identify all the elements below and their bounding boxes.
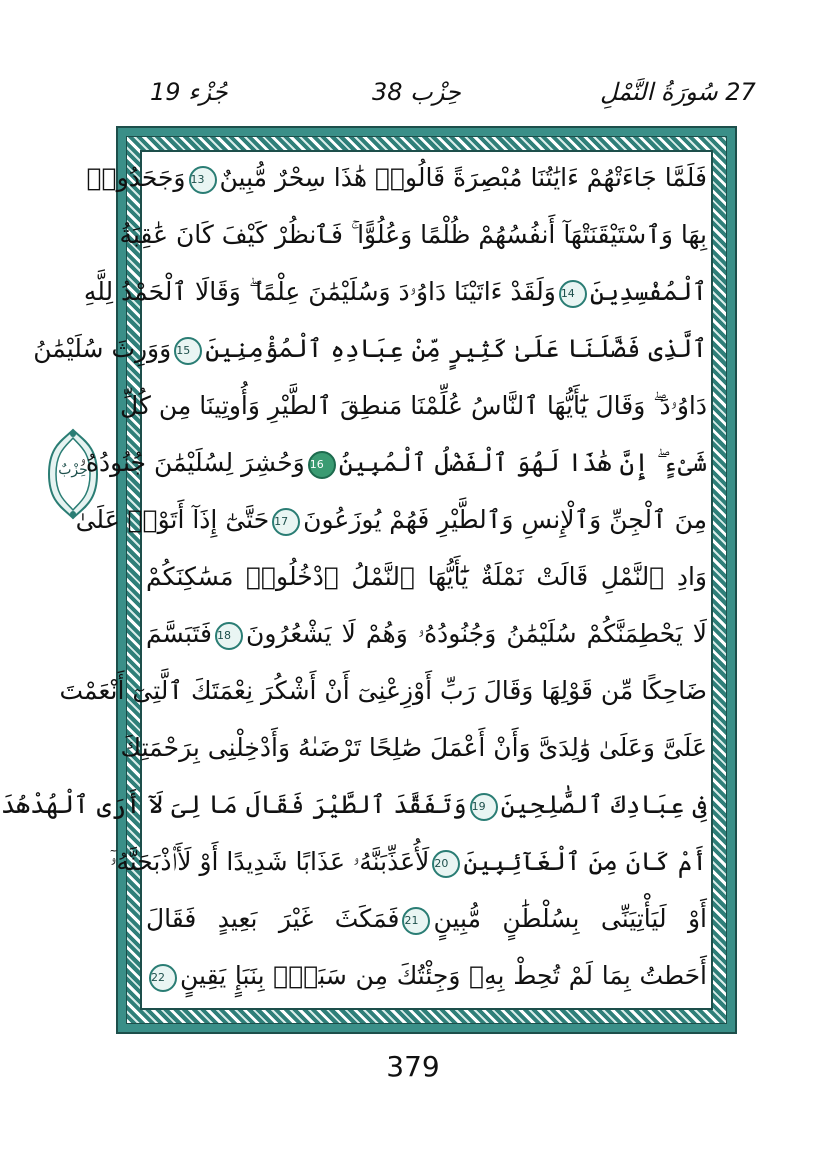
ayah-text: وَوَرِثَ سُلَيْمَٰنُ (33, 334, 172, 363)
text-line (146, 891, 707, 947)
ayah-text: أَحَطتُ بِمَا لَمْ تُحِطْ بِهِۦ وَجِئْتُكَ مِن سَبَإٍۭ بِنَبَإٍ يَقِينٍ (180, 961, 707, 990)
ayah-number-marker: 15 (174, 337, 202, 365)
ayah-number-marker: 18 (215, 622, 243, 650)
ayah-text: ٱلَّذِى فَضَّلَنَا عَلَىٰ كَثِيرٍ مِّنْ عِبَادِهِ ٱلْمُؤْمِنِينَ (205, 334, 707, 363)
ayah-text: وَلَقَدْ ءَاتَيْنَا دَاوُۥدَ وَسُلَيْمَٰنَ عِلْمًا ۖ وَقَالَا ٱلْحَمْدُ لِلَّهِ (83, 277, 556, 306)
ayah-text: وَتَفَقَّدَ ٱلطَّيْرَ فَقَالَ مَا لِىَ لَآ أَرَى ٱلْهُدْهُدَ (0, 790, 467, 819)
ayah-number-marker: 20 (432, 850, 460, 878)
hizb-marker-text: حِزْبٌ (58, 462, 88, 478)
ayah-text: شَىْءٍ ۖ إِنَّ هَٰذَا لَهُوَ ٱلْفَضْلُ ٱلْمُبِينُ (338, 448, 707, 477)
juz-label: جُزْء 19 (150, 78, 228, 106)
ayah-text: عَلَىَّ وَعَلَىٰ وَٰلِدَىَّ وَأَنْ أَعْمَلَ صَٰلِحًا تَرْضَىٰهُ وَأَدْخِلْنِى بِرَحْمَتِكَ (120, 733, 707, 762)
text-line (110, 834, 707, 890)
ayah-text: دَاوُۥدَ ۖ وَقَالَ يَٰٓأَيُّهَا ٱلنَّاسُ عُلِّمْنَا مَنطِقَ ٱلطَّيْرِ وَأُوتِينَا مِن كُلِّ (120, 391, 707, 420)
ayah-number-marker: 21 (402, 907, 430, 935)
surah-label: 27 سُورَةُ النَّمْلِ (600, 78, 756, 106)
text-line (120, 720, 707, 776)
ayah-number-marker: 19 (470, 793, 498, 821)
ayah-number-marker: 14 (559, 280, 587, 308)
text-line (79, 435, 707, 491)
text-line (75, 492, 707, 548)
text-line (120, 378, 707, 434)
ayah-text: لَا يَحْطِمَنَّكُمْ سُلَيْمَٰنُ وَجُنُودُهُۥ وَهُمْ لَا يَشْعُرُونَ (245, 619, 707, 648)
text-line (0, 777, 707, 833)
ayah-text: فَلَمَّا جَاءَتْهُمْ ءَايَٰتُنَا مُبْصِرَةً قَالُوا۟ هَٰذَا سِحْرٌ مُّبِينٌ (219, 163, 707, 192)
ayah-text: لَأُعَذِّبَنَّهُۥ عَذَابًا شَدِيدًا أَوْ لَأَا۟ذْبَحَنَّهُۥٓ (110, 847, 430, 876)
text-line (59, 663, 707, 719)
ayah-text: ٱلْمُفْسِدِينَ (589, 277, 707, 306)
text-line (146, 948, 707, 1004)
ayah-text: مِنَ ٱلْجِنِّ وَٱلْإِنسِ وَٱلطَّيْرِ فَهُمْ يُوزَعُونَ (303, 505, 707, 534)
text-line (83, 264, 707, 320)
text-line (146, 549, 707, 605)
ayah-text: فَتَبَسَّمَ (146, 619, 212, 648)
ayah-number-marker: 16 (308, 451, 336, 479)
ayah-text: أَمْ كَانَ مِنَ ٱلْغَآئِبِينَ (463, 847, 707, 876)
ayah-number-marker: 22 (149, 964, 177, 992)
ayah-text: وَادِ ٱلنَّمْلِ قَالَتْ نَمْلَةٌ يَٰٓأَيُّهَا ٱلنَّمْلُ ٱدْخُلُوا۟ مَسَٰكِنَكُمْ (146, 562, 707, 591)
ayah-text: وَحُشِرَ لِسُلَيْمَٰنَ جُنُودُهُۥ (79, 448, 305, 477)
ayah-number-marker: 17 (272, 508, 300, 536)
ayah-text: أَوْ لَيَأْتِيَنِّى بِسُلْطَٰنٍ مُّبِينٍ (433, 904, 707, 933)
text-line (146, 606, 707, 662)
page-header (0, 78, 826, 118)
page-number: 379 (386, 1050, 440, 1083)
ayah-text: بِهَا وَٱسْتَيْقَنَتْهَآ أَنفُسُهُمْ ظُلْمًا وَعُلُوًّا ۚ فَٱنظُرْ كَيْفَ كَانَ عَٰقِبَةُ (119, 220, 707, 249)
text-line (119, 207, 707, 263)
ayah-text: فِى عِبَادِكَ ٱلصَّٰلِحِينَ (500, 790, 707, 819)
ayah-text: وَجَحَدُوا۟ (86, 163, 186, 192)
ayah-text: حَتَّىٰٓ إِذَآ أَتَوْا۟ عَلَىٰ (75, 505, 270, 534)
text-line (86, 150, 707, 206)
ayah-text: ضَاحِكًا مِّن قَوْلِهَا وَقَالَ رَبِّ أَوْزِعْنِىٓ أَنْ أَشْكُرَ نِعْمَتَكَ ٱلَّتِىٓ أَنْعَمْتَ (59, 676, 707, 705)
hizb-label: حِزْب 38 (372, 78, 461, 106)
ayah-text: فَمَكَثَ غَيْرَ بَعِيدٍ فَقَالَ (146, 904, 400, 933)
text-line (33, 321, 707, 377)
ayah-number-marker: 13 (189, 166, 217, 194)
